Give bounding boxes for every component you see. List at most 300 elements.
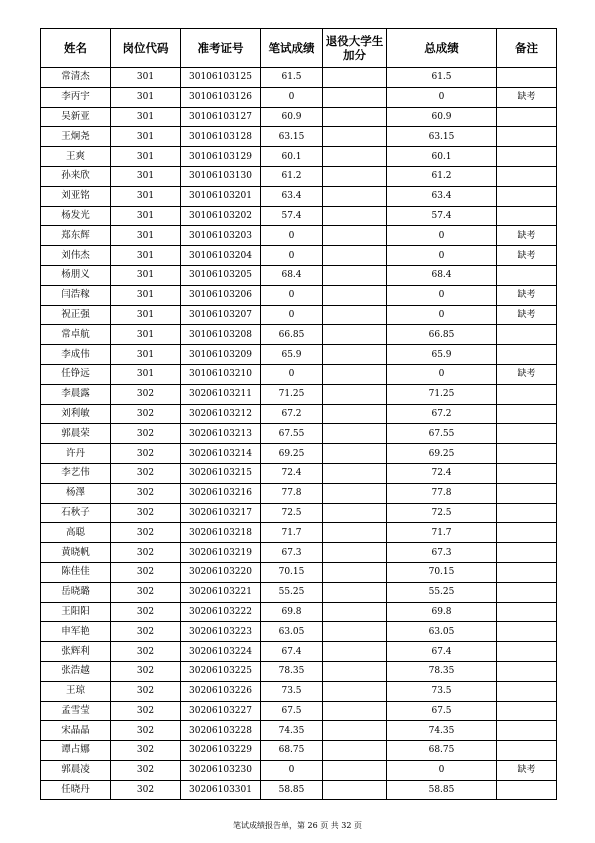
remarks-cell <box>497 68 557 88</box>
total-score-cell: 71.25 <box>387 384 497 404</box>
remarks-cell <box>497 523 557 543</box>
position-code-cell: 301 <box>111 147 181 167</box>
veteran-bonus-cell <box>323 483 387 503</box>
ticket-number-cell: 30106103207 <box>181 305 261 325</box>
written-score-cell: 69.25 <box>261 444 323 464</box>
position-code-cell: 302 <box>111 721 181 741</box>
remarks-cell <box>497 345 557 365</box>
name-cell: 石秋子 <box>41 503 111 523</box>
position-code-cell: 302 <box>111 483 181 503</box>
veteran-bonus-cell <box>323 68 387 88</box>
ticket-number-cell: 30106103130 <box>181 166 261 186</box>
name-cell: 任铮远 <box>41 364 111 384</box>
written-score-cell: 72.4 <box>261 463 323 483</box>
total-score-cell: 0 <box>387 226 497 246</box>
written-score-cell: 65.9 <box>261 345 323 365</box>
veteran-bonus-cell <box>323 166 387 186</box>
position-code-cell: 302 <box>111 424 181 444</box>
table-row <box>41 107 557 127</box>
table-row <box>41 325 557 345</box>
score-table <box>40 28 557 800</box>
ticket-number-cell: 30206103224 <box>181 642 261 662</box>
total-score-cell: 67.55 <box>387 424 497 444</box>
written-score-cell: 61.2 <box>261 166 323 186</box>
name-cell: 孙来欣 <box>41 166 111 186</box>
written-score-cell: 0 <box>261 285 323 305</box>
remarks-cell: 缺考 <box>497 246 557 266</box>
name-cell: 李艺伟 <box>41 463 111 483</box>
table-row <box>41 562 557 582</box>
remarks-cell <box>497 483 557 503</box>
written-score-cell: 67.4 <box>261 642 323 662</box>
written-score-cell: 63.15 <box>261 127 323 147</box>
written-score-cell: 66.85 <box>261 325 323 345</box>
remarks-cell <box>497 424 557 444</box>
total-score-cell: 57.4 <box>387 206 497 226</box>
veteran-bonus-cell <box>323 127 387 147</box>
position-code-cell: 302 <box>111 543 181 563</box>
position-code-cell: 302 <box>111 582 181 602</box>
position-code-cell: 301 <box>111 325 181 345</box>
table-row <box>41 741 557 761</box>
name-cell: 张浩越 <box>41 661 111 681</box>
written-score-cell: 0 <box>261 364 323 384</box>
total-score-cell: 63.4 <box>387 186 497 206</box>
table-row <box>41 166 557 186</box>
written-score-cell: 55.25 <box>261 582 323 602</box>
remarks-cell <box>497 444 557 464</box>
table-row <box>41 305 557 325</box>
total-score-cell: 67.5 <box>387 701 497 721</box>
remarks-cell <box>497 206 557 226</box>
total-score-cell: 0 <box>387 760 497 780</box>
total-score-cell: 66.85 <box>387 325 497 345</box>
remarks-cell: 缺考 <box>497 226 557 246</box>
veteran-bonus-cell <box>323 602 387 622</box>
table-row <box>41 285 557 305</box>
position-code-cell: 301 <box>111 107 181 127</box>
name-cell: 闫浩稼 <box>41 285 111 305</box>
table-row <box>41 661 557 681</box>
written-score-cell: 0 <box>261 305 323 325</box>
table-row <box>41 721 557 741</box>
position-code-cell: 302 <box>111 622 181 642</box>
remarks-cell: 缺考 <box>497 305 557 325</box>
veteran-bonus-cell <box>323 147 387 167</box>
ticket-number-cell: 30206103212 <box>181 404 261 424</box>
table-row <box>41 127 557 147</box>
table-row <box>41 701 557 721</box>
name-cell: 郑东辉 <box>41 226 111 246</box>
table-row <box>41 463 557 483</box>
page-footer: 笔试成绩报告单，第 26 页 共 32 页 <box>232 821 363 830</box>
total-score-cell: 77.8 <box>387 483 497 503</box>
name-cell: 宋晶晶 <box>41 721 111 741</box>
ticket-number-cell: 30206103226 <box>181 681 261 701</box>
name-cell: 王爽 <box>41 147 111 167</box>
position-code-cell: 302 <box>111 760 181 780</box>
written-score-cell: 0 <box>261 87 323 107</box>
table-row <box>41 424 557 444</box>
written-score-cell: 63.05 <box>261 622 323 642</box>
name-cell: 王琼 <box>41 681 111 701</box>
remarks-cell <box>497 582 557 602</box>
table-row <box>41 483 557 503</box>
position-code-cell: 301 <box>111 226 181 246</box>
header-written-score: 笔试成绩 <box>261 29 323 68</box>
veteran-bonus-cell <box>323 345 387 365</box>
name-cell: 祝正强 <box>41 305 111 325</box>
name-cell: 刘利敏 <box>41 404 111 424</box>
total-score-cell: 72.5 <box>387 503 497 523</box>
total-score-cell: 55.25 <box>387 582 497 602</box>
written-score-cell: 77.8 <box>261 483 323 503</box>
total-score-cell: 68.4 <box>387 265 497 285</box>
veteran-bonus-cell <box>323 246 387 266</box>
name-cell: 常卓航 <box>41 325 111 345</box>
remarks-cell <box>497 741 557 761</box>
veteran-bonus-cell <box>323 741 387 761</box>
total-score-cell: 63.05 <box>387 622 497 642</box>
total-score-cell: 67.4 <box>387 642 497 662</box>
written-score-cell: 74.35 <box>261 721 323 741</box>
table-row <box>41 444 557 464</box>
veteran-bonus-cell <box>323 543 387 563</box>
position-code-cell: 302 <box>111 404 181 424</box>
name-cell: 刘伟杰 <box>41 246 111 266</box>
position-code-cell: 301 <box>111 166 181 186</box>
remarks-cell <box>497 622 557 642</box>
ticket-number-cell: 30206103213 <box>181 424 261 444</box>
remarks-cell: 缺考 <box>497 364 557 384</box>
ticket-number-cell: 30206103218 <box>181 523 261 543</box>
veteran-bonus-cell <box>323 364 387 384</box>
total-score-cell: 0 <box>387 87 497 107</box>
veteran-bonus-cell <box>323 325 387 345</box>
table-row <box>41 87 557 107</box>
written-score-cell: 58.85 <box>261 780 323 800</box>
header-position-code: 岗位代码 <box>111 29 181 68</box>
ticket-number-cell: 30106103204 <box>181 246 261 266</box>
veteran-bonus-cell <box>323 622 387 642</box>
table-row <box>41 642 557 662</box>
veteran-bonus-cell <box>323 424 387 444</box>
remarks-cell <box>497 147 557 167</box>
name-cell: 杨发光 <box>41 206 111 226</box>
total-score-cell: 73.5 <box>387 681 497 701</box>
position-code-cell: 301 <box>111 186 181 206</box>
veteran-bonus-cell <box>323 681 387 701</box>
position-code-cell: 302 <box>111 463 181 483</box>
table-row <box>41 246 557 266</box>
table-body <box>41 68 557 800</box>
ticket-number-cell: 30206103219 <box>181 543 261 563</box>
table-row <box>41 384 557 404</box>
position-code-cell: 301 <box>111 127 181 147</box>
total-score-cell: 61.5 <box>387 68 497 88</box>
veteran-bonus-cell <box>323 384 387 404</box>
veteran-bonus-cell <box>323 661 387 681</box>
name-cell: 孟雪莹 <box>41 701 111 721</box>
ticket-number-cell: 30206103227 <box>181 701 261 721</box>
total-score-cell: 58.85 <box>387 780 497 800</box>
ticket-number-cell: 30206103214 <box>181 444 261 464</box>
remarks-cell <box>497 404 557 424</box>
table-row <box>41 265 557 285</box>
remarks-cell <box>497 384 557 404</box>
name-cell: 李晨露 <box>41 384 111 404</box>
table-row <box>41 503 557 523</box>
remarks-cell <box>497 661 557 681</box>
name-cell: 李丙宇 <box>41 87 111 107</box>
total-score-cell: 0 <box>387 285 497 305</box>
total-score-cell: 78.35 <box>387 661 497 681</box>
table-row <box>41 68 557 88</box>
remarks-cell: 缺考 <box>497 87 557 107</box>
table-row <box>41 582 557 602</box>
remarks-cell <box>497 127 557 147</box>
ticket-number-cell: 30106103127 <box>181 107 261 127</box>
name-cell: 许丹 <box>41 444 111 464</box>
remarks-cell <box>497 166 557 186</box>
total-score-cell: 0 <box>387 246 497 266</box>
table-row <box>41 543 557 563</box>
written-score-cell: 68.75 <box>261 741 323 761</box>
written-score-cell: 61.5 <box>261 68 323 88</box>
ticket-number-cell: 30106103206 <box>181 285 261 305</box>
score-report-sheet <box>40 28 556 800</box>
veteran-bonus-cell <box>323 582 387 602</box>
total-score-cell: 60.1 <box>387 147 497 167</box>
table-row <box>41 602 557 622</box>
veteran-bonus-cell <box>323 87 387 107</box>
written-score-cell: 0 <box>261 760 323 780</box>
table-row <box>41 186 557 206</box>
remarks-cell <box>497 265 557 285</box>
name-cell: 任晓丹 <box>41 780 111 800</box>
ticket-number-cell: 30206103211 <box>181 384 261 404</box>
position-code-cell: 301 <box>111 87 181 107</box>
table-row <box>41 523 557 543</box>
position-code-cell: 302 <box>111 602 181 622</box>
position-code-cell: 302 <box>111 523 181 543</box>
ticket-number-cell: 30106103205 <box>181 265 261 285</box>
name-cell: 谭占娜 <box>41 741 111 761</box>
total-score-cell: 67.3 <box>387 543 497 563</box>
total-score-cell: 61.2 <box>387 166 497 186</box>
written-score-cell: 0 <box>261 246 323 266</box>
veteran-bonus-cell <box>323 206 387 226</box>
name-cell: 吴新亚 <box>41 107 111 127</box>
written-score-cell: 72.5 <box>261 503 323 523</box>
total-score-cell: 65.9 <box>387 345 497 365</box>
name-cell: 郭晨凌 <box>41 760 111 780</box>
remarks-cell <box>497 602 557 622</box>
total-score-cell: 63.15 <box>387 127 497 147</box>
remarks-cell <box>497 463 557 483</box>
remarks-cell <box>497 701 557 721</box>
header-remarks: 备注 <box>497 29 557 68</box>
ticket-number-cell: 30206103217 <box>181 503 261 523</box>
ticket-number-cell: 30206103221 <box>181 582 261 602</box>
remarks-cell <box>497 681 557 701</box>
remarks-cell <box>497 562 557 582</box>
written-score-cell: 60.1 <box>261 147 323 167</box>
remarks-cell <box>497 325 557 345</box>
header-ticket-number: 准考证号 <box>181 29 261 68</box>
name-cell: 陈佳佳 <box>41 562 111 582</box>
remarks-cell: 缺考 <box>497 285 557 305</box>
name-cell: 黄晓帆 <box>41 543 111 563</box>
written-score-cell: 63.4 <box>261 186 323 206</box>
veteran-bonus-cell <box>323 226 387 246</box>
ticket-number-cell: 30206103216 <box>181 483 261 503</box>
written-score-cell: 67.5 <box>261 701 323 721</box>
header-total-score: 总成绩 <box>387 29 497 68</box>
ticket-number-cell: 30106103201 <box>181 186 261 206</box>
written-score-cell: 73.5 <box>261 681 323 701</box>
name-cell: 杨澤 <box>41 483 111 503</box>
ticket-number-cell: 30206103223 <box>181 622 261 642</box>
table-row <box>41 147 557 167</box>
written-score-cell: 70.15 <box>261 562 323 582</box>
veteran-bonus-cell <box>323 186 387 206</box>
ticket-number-cell: 30106103202 <box>181 206 261 226</box>
veteran-bonus-cell <box>323 503 387 523</box>
veteran-bonus-cell <box>323 265 387 285</box>
header-veteran-bonus: 退役大学生加分 <box>323 29 387 68</box>
name-cell: 刘亚铭 <box>41 186 111 206</box>
position-code-cell: 302 <box>111 780 181 800</box>
total-score-cell: 60.9 <box>387 107 497 127</box>
table-row <box>41 206 557 226</box>
remarks-cell <box>497 721 557 741</box>
total-score-cell: 69.8 <box>387 602 497 622</box>
name-cell: 申军艳 <box>41 622 111 642</box>
ticket-number-cell: 30106103125 <box>181 68 261 88</box>
total-score-cell: 67.2 <box>387 404 497 424</box>
veteran-bonus-cell <box>323 760 387 780</box>
name-cell: 王炯尧 <box>41 127 111 147</box>
position-code-cell: 302 <box>111 642 181 662</box>
written-score-cell: 60.9 <box>261 107 323 127</box>
written-score-cell: 68.4 <box>261 265 323 285</box>
veteran-bonus-cell <box>323 305 387 325</box>
written-score-cell: 78.35 <box>261 661 323 681</box>
remarks-cell <box>497 780 557 800</box>
table-row <box>41 760 557 780</box>
total-score-cell: 68.75 <box>387 741 497 761</box>
written-score-cell: 57.4 <box>261 206 323 226</box>
ticket-number-cell: 30206103215 <box>181 463 261 483</box>
table-row <box>41 226 557 246</box>
header-row <box>41 29 557 68</box>
remarks-cell <box>497 503 557 523</box>
veteran-bonus-cell <box>323 701 387 721</box>
veteran-bonus-cell <box>323 562 387 582</box>
ticket-number-cell: 30106103129 <box>181 147 261 167</box>
name-cell: 岳晓璐 <box>41 582 111 602</box>
name-cell: 张辉利 <box>41 642 111 662</box>
position-code-cell: 301 <box>111 265 181 285</box>
total-score-cell: 70.15 <box>387 562 497 582</box>
veteran-bonus-cell <box>323 285 387 305</box>
position-code-cell: 301 <box>111 206 181 226</box>
veteran-bonus-cell <box>323 404 387 424</box>
written-score-cell: 71.25 <box>261 384 323 404</box>
position-code-cell: 301 <box>111 305 181 325</box>
name-cell: 郭晨荣 <box>41 424 111 444</box>
position-code-cell: 301 <box>111 345 181 365</box>
position-code-cell: 302 <box>111 444 181 464</box>
position-code-cell: 302 <box>111 681 181 701</box>
written-score-cell: 67.2 <box>261 404 323 424</box>
position-code-cell: 302 <box>111 741 181 761</box>
ticket-number-cell: 30206103230 <box>181 760 261 780</box>
ticket-number-cell: 30206103220 <box>181 562 261 582</box>
name-cell: 杨朋义 <box>41 265 111 285</box>
name-cell: 李成伟 <box>41 345 111 365</box>
table-row <box>41 622 557 642</box>
written-score-cell: 0 <box>261 226 323 246</box>
ticket-number-cell: 30206103225 <box>181 661 261 681</box>
position-code-cell: 302 <box>111 661 181 681</box>
ticket-number-cell: 30106103128 <box>181 127 261 147</box>
ticket-number-cell: 30106103126 <box>181 87 261 107</box>
ticket-number-cell: 30206103229 <box>181 741 261 761</box>
table-row <box>41 404 557 424</box>
ticket-number-cell: 30106103203 <box>181 226 261 246</box>
total-score-cell: 71.7 <box>387 523 497 543</box>
written-score-cell: 69.8 <box>261 602 323 622</box>
veteran-bonus-cell <box>323 780 387 800</box>
table-row <box>41 345 557 365</box>
veteran-bonus-cell <box>323 463 387 483</box>
veteran-bonus-cell <box>323 523 387 543</box>
position-code-cell: 302 <box>111 384 181 404</box>
ticket-number-cell: 30206103301 <box>181 780 261 800</box>
written-score-cell: 71.7 <box>261 523 323 543</box>
remarks-cell <box>497 642 557 662</box>
ticket-number-cell: 30106103208 <box>181 325 261 345</box>
written-score-cell: 67.3 <box>261 543 323 563</box>
veteran-bonus-cell <box>323 107 387 127</box>
position-code-cell: 302 <box>111 503 181 523</box>
remarks-cell <box>497 107 557 127</box>
ticket-number-cell: 30206103222 <box>181 602 261 622</box>
ticket-number-cell: 30106103210 <box>181 364 261 384</box>
written-score-cell: 67.55 <box>261 424 323 444</box>
remarks-cell <box>497 186 557 206</box>
name-cell: 高聪 <box>41 523 111 543</box>
total-score-cell: 69.25 <box>387 444 497 464</box>
position-code-cell: 301 <box>111 246 181 266</box>
table-row <box>41 364 557 384</box>
position-code-cell: 301 <box>111 68 181 88</box>
total-score-cell: 0 <box>387 305 497 325</box>
header-name: 姓名 <box>41 29 111 68</box>
ticket-number-cell: 30106103209 <box>181 345 261 365</box>
veteran-bonus-cell <box>323 642 387 662</box>
name-cell: 王阳阳 <box>41 602 111 622</box>
table-row <box>41 681 557 701</box>
position-code-cell: 302 <box>111 562 181 582</box>
total-score-cell: 74.35 <box>387 721 497 741</box>
total-score-cell: 72.4 <box>387 463 497 483</box>
remarks-cell: 缺考 <box>497 760 557 780</box>
veteran-bonus-cell <box>323 444 387 464</box>
position-code-cell: 302 <box>111 701 181 721</box>
